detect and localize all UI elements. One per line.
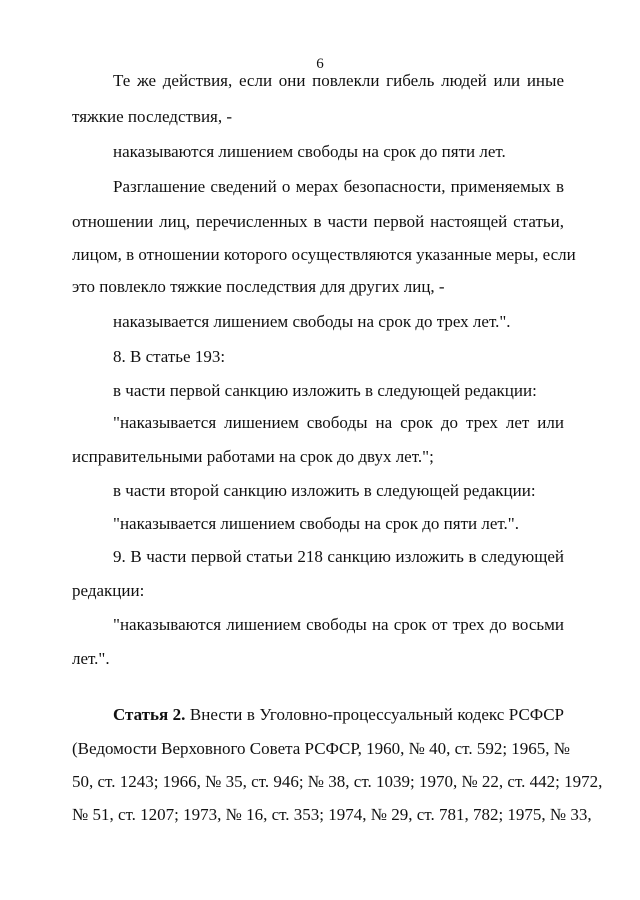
text-line: "наказывается лишением свободы на срок до пяти лет.". <box>113 514 519 533</box>
text-line: наказывается лишением свободы на срок до трех лет.". <box>113 312 511 331</box>
text-line: в части первой санкцию изложить в следующей редакции: <box>113 381 537 400</box>
text-line: 50, ст. 1243; 1966, № 35, ст. 946; № 38, ст. 1039; 1970, № 22, ст. 442; 1972, <box>72 772 603 791</box>
text-line: это повлекло тяжкие последствия для других лиц, - <box>72 277 445 296</box>
page-number: 6 <box>316 56 324 72</box>
text-line: редакции: <box>72 581 145 600</box>
text-line: наказываются лишением свободы на срок до пяти лет. <box>113 142 506 161</box>
text-line: 8. В статье 193: <box>113 347 226 366</box>
text-line: "наказывается лишением свободы на срок до трех лет или <box>113 413 564 432</box>
article-2-text: Внести в Уголовно-процессуальный кодекс РСФСР <box>189 705 565 724</box>
text-line: № 51, ст. 1207; 1973, № 16, ст. 353; 1974, № 29, ст. 781, 782; 1975, № 33, <box>72 805 592 824</box>
text-line: тяжкие последствия, - <box>72 107 233 126</box>
article-2-heading-line <box>113 704 564 726</box>
article-2-heading: Статья 2. <box>113 705 186 724</box>
text-line: лицом, в отношении которого осуществляются указанные меры, если <box>72 245 576 264</box>
text-line: (Ведомости Верховного Совета РСФСР, 1960, № 40, ст. 592; 1965, № <box>72 739 571 758</box>
text-line: "наказываются лишением свободы на срок от трех до восьми <box>113 615 564 634</box>
text-line: в части второй санкцию изложить в следующей редакции: <box>113 481 536 500</box>
text-line: исправительными работами на срок до двух лет."; <box>72 447 434 466</box>
text-line: Те же действия, если они повлекли гибель людей или иные <box>113 71 564 90</box>
text-line: отношении лиц, перечисленных в части первой настоящей статьи, <box>72 212 564 231</box>
text-line: 9. В части первой статьи 218 санкцию изложить в следующей <box>113 547 564 566</box>
text-line: Разглашение сведений о мерах безопасности, применяемых в <box>113 177 564 196</box>
text-line: лет.". <box>72 649 110 668</box>
